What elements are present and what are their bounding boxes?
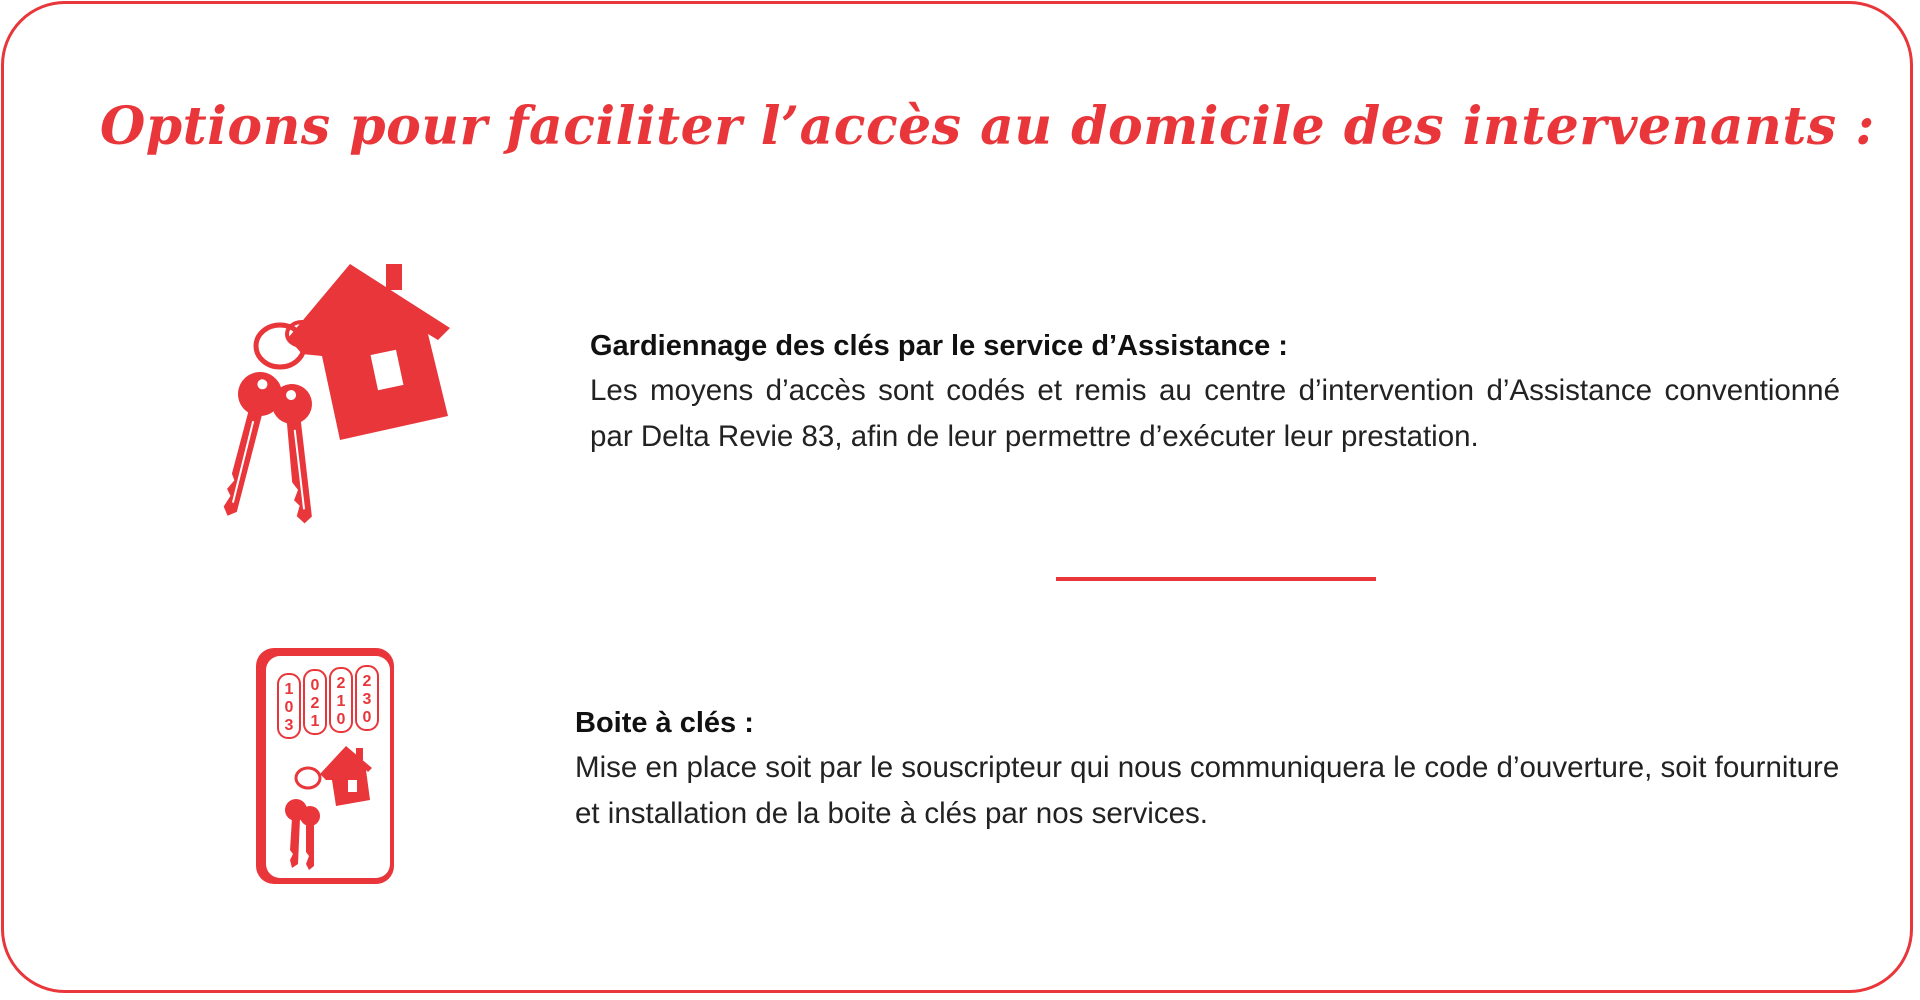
dial-4-digit-1: 2 xyxy=(362,673,372,690)
content-frame xyxy=(1,1,1913,993)
key-box-description: Mise en place soit par le souscripteur qui nous communiquera le code d’ouverture, soit fourniture et installation de la boite à clés par nos services. xyxy=(575,751,1840,830)
key-right xyxy=(270,382,324,524)
key-lockbox-icon xyxy=(254,646,396,886)
dial-3-digit-2: 1 xyxy=(336,693,346,710)
dial-1-digit-3: 3 xyxy=(284,717,294,734)
dial-4-digit-3: 0 xyxy=(362,709,372,726)
house-shape xyxy=(288,264,450,440)
dial-2-digit-1: 0 xyxy=(310,677,320,694)
dial-4-digit-2: 3 xyxy=(362,691,372,708)
key-custody-heading: Gardiennage des clés par le service d’Assistance : xyxy=(590,330,1288,362)
page-title: Options pour faciliter l’accès au domicile des intervenants : xyxy=(100,96,1875,157)
dial-3-digit-3: 0 xyxy=(336,711,346,728)
dial-1-digit-1: 1 xyxy=(284,681,294,698)
key-left xyxy=(222,367,287,521)
key-custody-section xyxy=(590,324,1840,460)
dial-2-digit-2: 2 xyxy=(310,695,320,712)
key-box-section xyxy=(575,701,1840,837)
house-keys-icon xyxy=(222,256,458,524)
dial-3-digit-1: 2 xyxy=(336,675,346,692)
key-custody-description: Les moyens d’accès sont codés et remis au centre d’intervention d’Assistance conventionné par Delta Revie 83, afin de leur permettre d’exécuter leur prestation. xyxy=(590,374,1840,453)
dial-2-digit-3: 1 xyxy=(310,713,320,730)
section-divider xyxy=(1056,577,1376,581)
dial-1-digit-2: 0 xyxy=(284,699,294,716)
key-box-heading: Boite à clés : xyxy=(575,707,754,739)
